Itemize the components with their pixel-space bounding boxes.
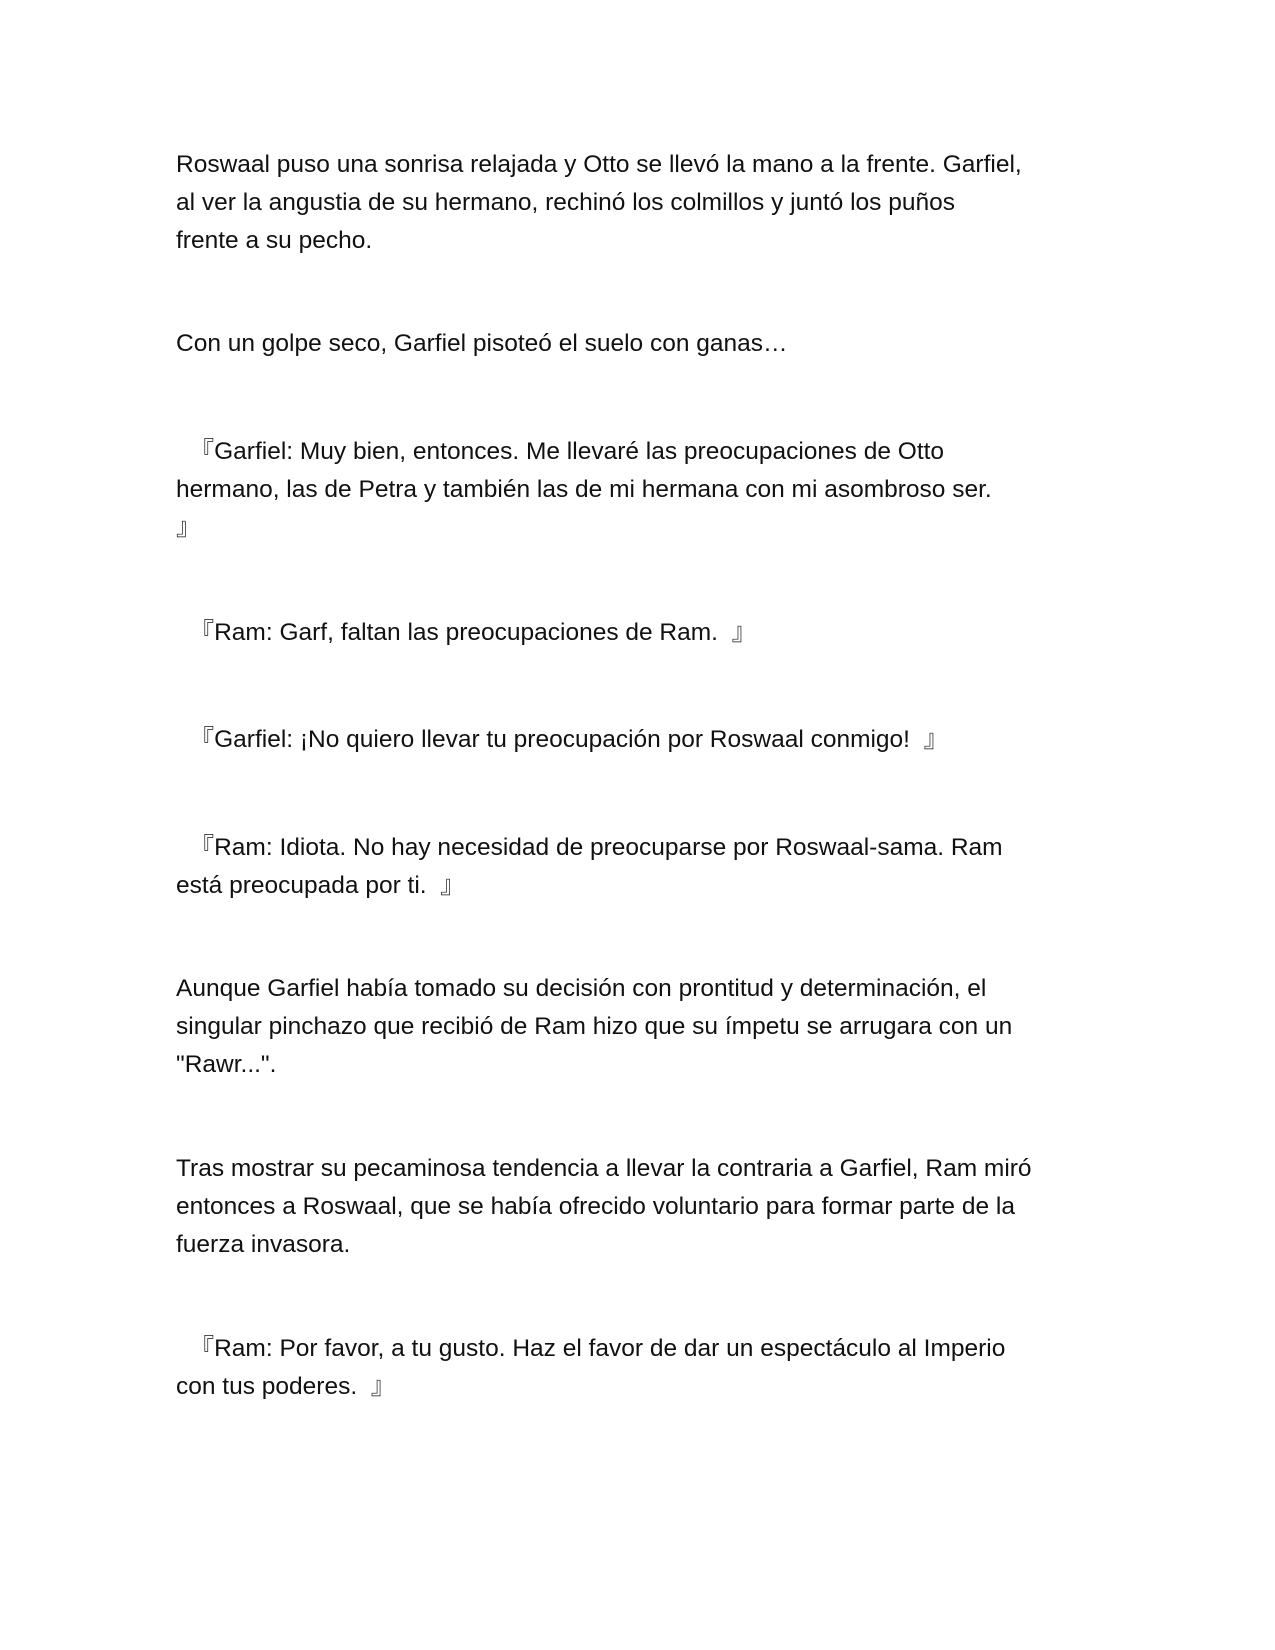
paragraph-ram-looks-roswaal — [176, 1150, 1116, 1264]
text-line: 『Ram: Idiota. No hay necesidad de preocuparse por Roswaal-sama. Ram — [176, 834, 1003, 861]
text-line: singular pinchazo que recibió de Ram hizo que su ímpetu se arrugara con un — [176, 1013, 1013, 1040]
text-line: 『Garfiel: ¡No quiero llevar tu preocupación por Roswaal conmigo! 』 — [176, 726, 949, 753]
text-line: con tus poderes. 』 — [176, 1373, 396, 1400]
paragraph-garfiel-decision — [176, 970, 1116, 1084]
text-line: Tras mostrar su pecaminosa tendencia a llevar la contraria a Garfiel, Ram miró — [176, 1155, 1032, 1182]
dialogue-ram-empire — [176, 1330, 1116, 1406]
paragraph-garfiel-stomp — [176, 325, 1116, 363]
text-line: entonces a Roswaal, que se había ofrecido voluntario para formar parte de la — [176, 1193, 1015, 1220]
text-line: 『Ram: Garf, faltan las preocupaciones de Ram. 』 — [176, 619, 757, 646]
text-line: Con un golpe seco, Garfiel pisoteó el suelo con ganas… — [176, 330, 788, 357]
paragraph-roswaal-smile — [176, 146, 1116, 260]
dialogue-garfiel-worries — [176, 433, 1116, 547]
dialogue-garfiel-refusal — [176, 721, 1116, 759]
dialogue-ram-idiot — [176, 829, 1116, 905]
text-line: 』 — [176, 514, 201, 541]
dialogue-ram-missing-worries — [176, 614, 1116, 652]
text-line: "Rawr...". — [176, 1051, 277, 1078]
text-line: está preocupada por ti. 』 — [176, 872, 465, 899]
text-line: Roswaal puso una sonrisa relajada y Otto se llevó la mano a la frente. Garfiel, — [176, 151, 1022, 178]
text-line: hermano, las de Petra y también las de mi hermana con mi asombroso ser. — [176, 476, 992, 503]
text-line: al ver la angustia de su hermano, rechinó los colmillos y juntó los puños — [176, 189, 955, 216]
text-line: fuerza invasora. — [176, 1231, 351, 1258]
text-line: 『Garfiel: Muy bien, entonces. Me llevaré las preocupaciones de Otto — [176, 438, 945, 465]
text-line: frente a su pecho. — [176, 227, 373, 254]
text-line: 『Ram: Por favor, a tu gusto. Haz el favor de dar un espectáculo al Imperio — [176, 1335, 1006, 1362]
text-line: Aunque Garfiel había tomado su decisión con prontitud y determinación, el — [176, 975, 987, 1002]
